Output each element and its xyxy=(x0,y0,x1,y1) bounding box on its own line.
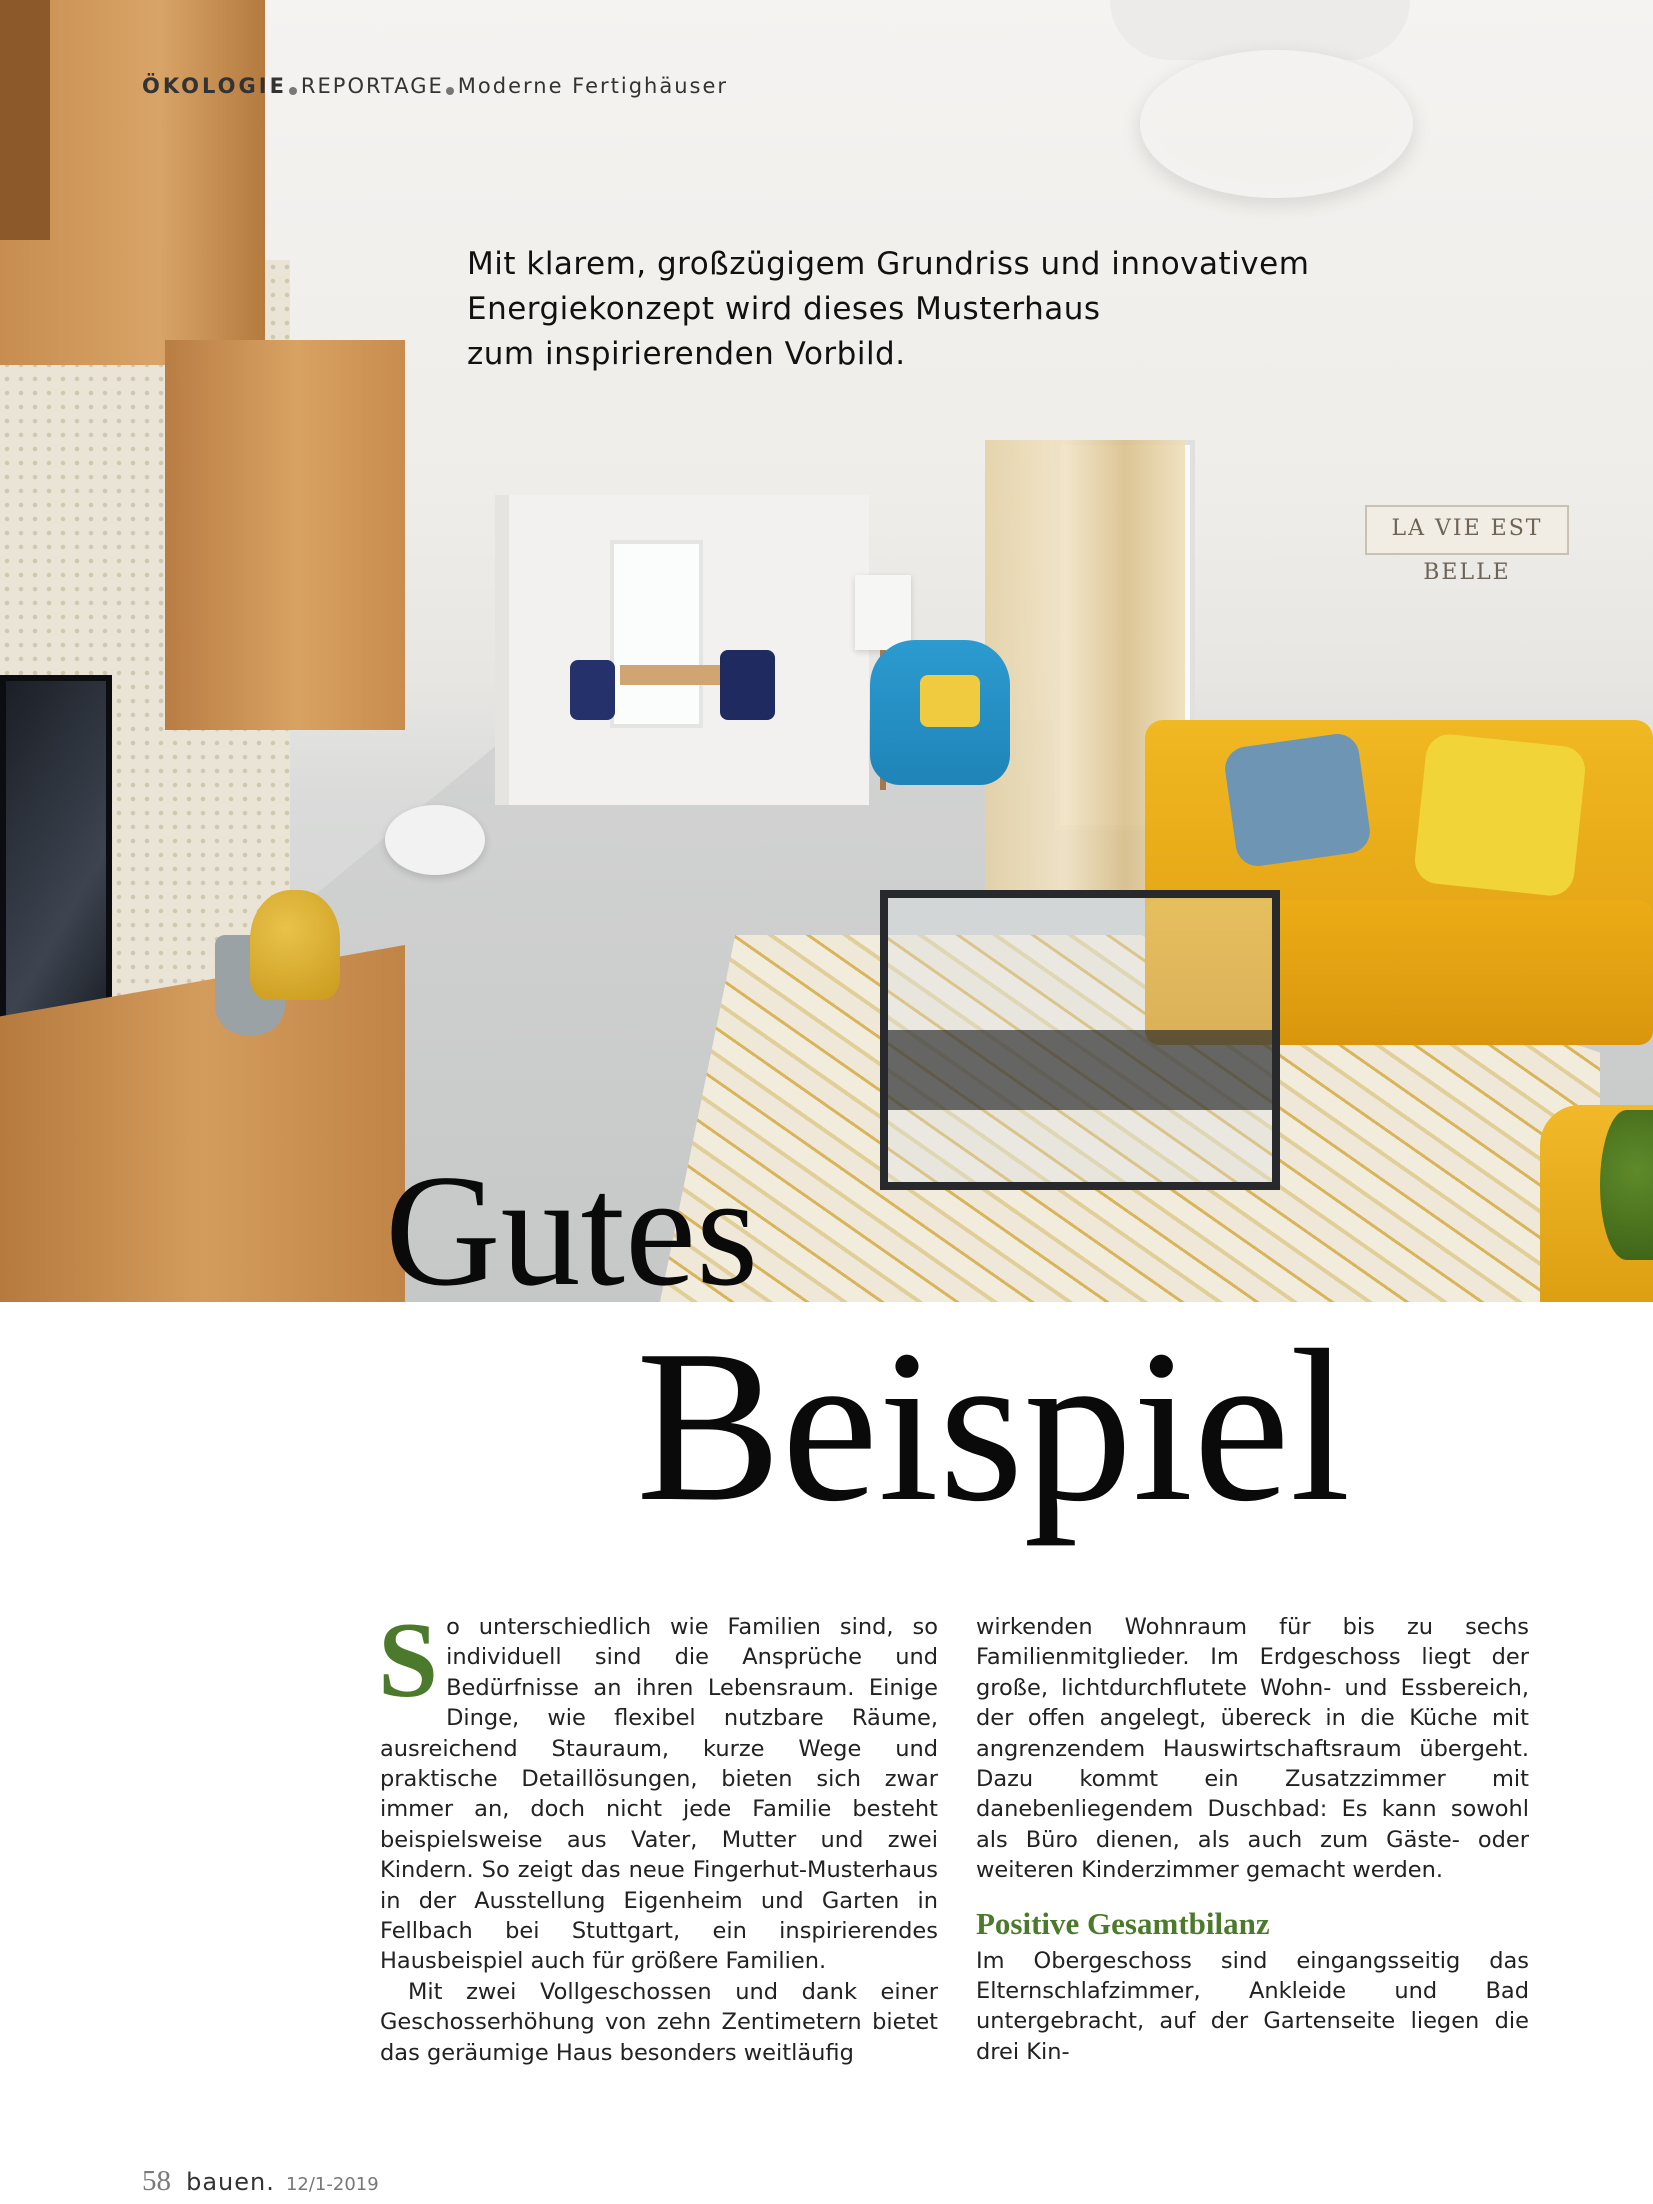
paragraph-text: o unterschiedlich wie Familien sind, so individuell sind die Ansprüche und Bedürfnisse an ihren Lebensraum. Einige Dinge, wie flexibel nutzbare Räume, ausreichend Stauraum, kurze Wege und praktische Detaillösungen, bieten sich zwar immer an, doch nicht jede Familie besteht beispielsweise aus Vater, Mutter und zwei Kindern. So zeigt das neue Fingerhut-Musterhaus in der Ausstellung Eigenheim und Garten in Fellbach bei Stuttgart, ein inspirierendes Hausbeispiel auch für größere Familien. xyxy=(380,1614,938,1975)
breadcrumb-topic: Moderne Fertighäuser xyxy=(457,74,729,98)
page-title-line-1: Gutes xyxy=(385,1141,759,1319)
article-column-2 xyxy=(976,1612,1529,2067)
article-paragraph xyxy=(378,1601,938,1977)
page-title-line-2: Beispiel xyxy=(636,1306,1351,1547)
dining-chair xyxy=(570,660,615,720)
page-footer xyxy=(142,2165,379,2198)
yellow-pillow xyxy=(1413,732,1588,898)
blue-pillow xyxy=(1222,731,1372,869)
issue-number: 12/1-2019 xyxy=(285,2174,379,2195)
magazine-name: bauen. xyxy=(186,2168,275,2196)
article-paragraph: Mit zwei Vollgeschossen und dank einer Geschosserhöhung von zehn Zentimetern bietet das geräumige Haus besonders weitläufig xyxy=(380,1978,938,2066)
plant xyxy=(1600,1110,1653,1260)
drop-cap: S xyxy=(378,1601,439,1720)
ceiling-lamp-ring xyxy=(1140,50,1413,198)
breadcrumb-category: REPORTAGE xyxy=(300,74,444,98)
wall-shelf-inner xyxy=(0,0,50,240)
breadcrumb-section: ÖKOLOGIE xyxy=(142,74,287,98)
wall-cabinet xyxy=(165,340,405,730)
breadcrumb-dot-icon xyxy=(446,87,454,95)
breadcrumb xyxy=(142,74,728,98)
back-window xyxy=(610,540,703,728)
dining-chair xyxy=(720,650,775,720)
breadcrumb-dot-icon xyxy=(289,87,297,95)
article-paragraph: wirkenden Wohnraum für bis zu sechs Familienmitglieder. Im Erdgeschoss liegt der große, lichtdurchflutete Wohn- und Essbereich, der offen angelegt, übereck in die Küche mit angrenzendem Hauswirtschaftsraum übergeht. Dazu kommt ein Zusatzzimmer mit danebenliegendem Duschbad: Es kann sowohl als Büro dienen, als auch zum Gäste- oder weiteren Kinderzimmer gemacht werden. xyxy=(976,1614,1529,1884)
white-pouf xyxy=(385,805,485,875)
article-paragraph: Im Obergeschoss sind eingangsseitig das Elternschlafzimmer, Ankleide und Bad untergebracht, auf der Gartenseite liegen die drei Kin- xyxy=(976,1947,1529,2065)
section-heading: Positive Gesamtbilanz xyxy=(976,1905,1270,1941)
chair-cushion xyxy=(920,675,980,727)
yellow-vase xyxy=(250,890,340,1000)
page-number: 58 xyxy=(142,2165,171,2197)
article-subtitle: Mit klarem, großzügigem Grundriss und innovativem Energiekonzept wird dieses Musterhaus zum inspirierenden Vorbild. xyxy=(467,246,1310,372)
wall-sign: LA VIE EST BELLE xyxy=(1365,505,1569,555)
article-column-1 xyxy=(378,1601,938,2068)
coffee-table-shelf xyxy=(888,1030,1272,1110)
floor-lamp-shade xyxy=(855,575,911,650)
